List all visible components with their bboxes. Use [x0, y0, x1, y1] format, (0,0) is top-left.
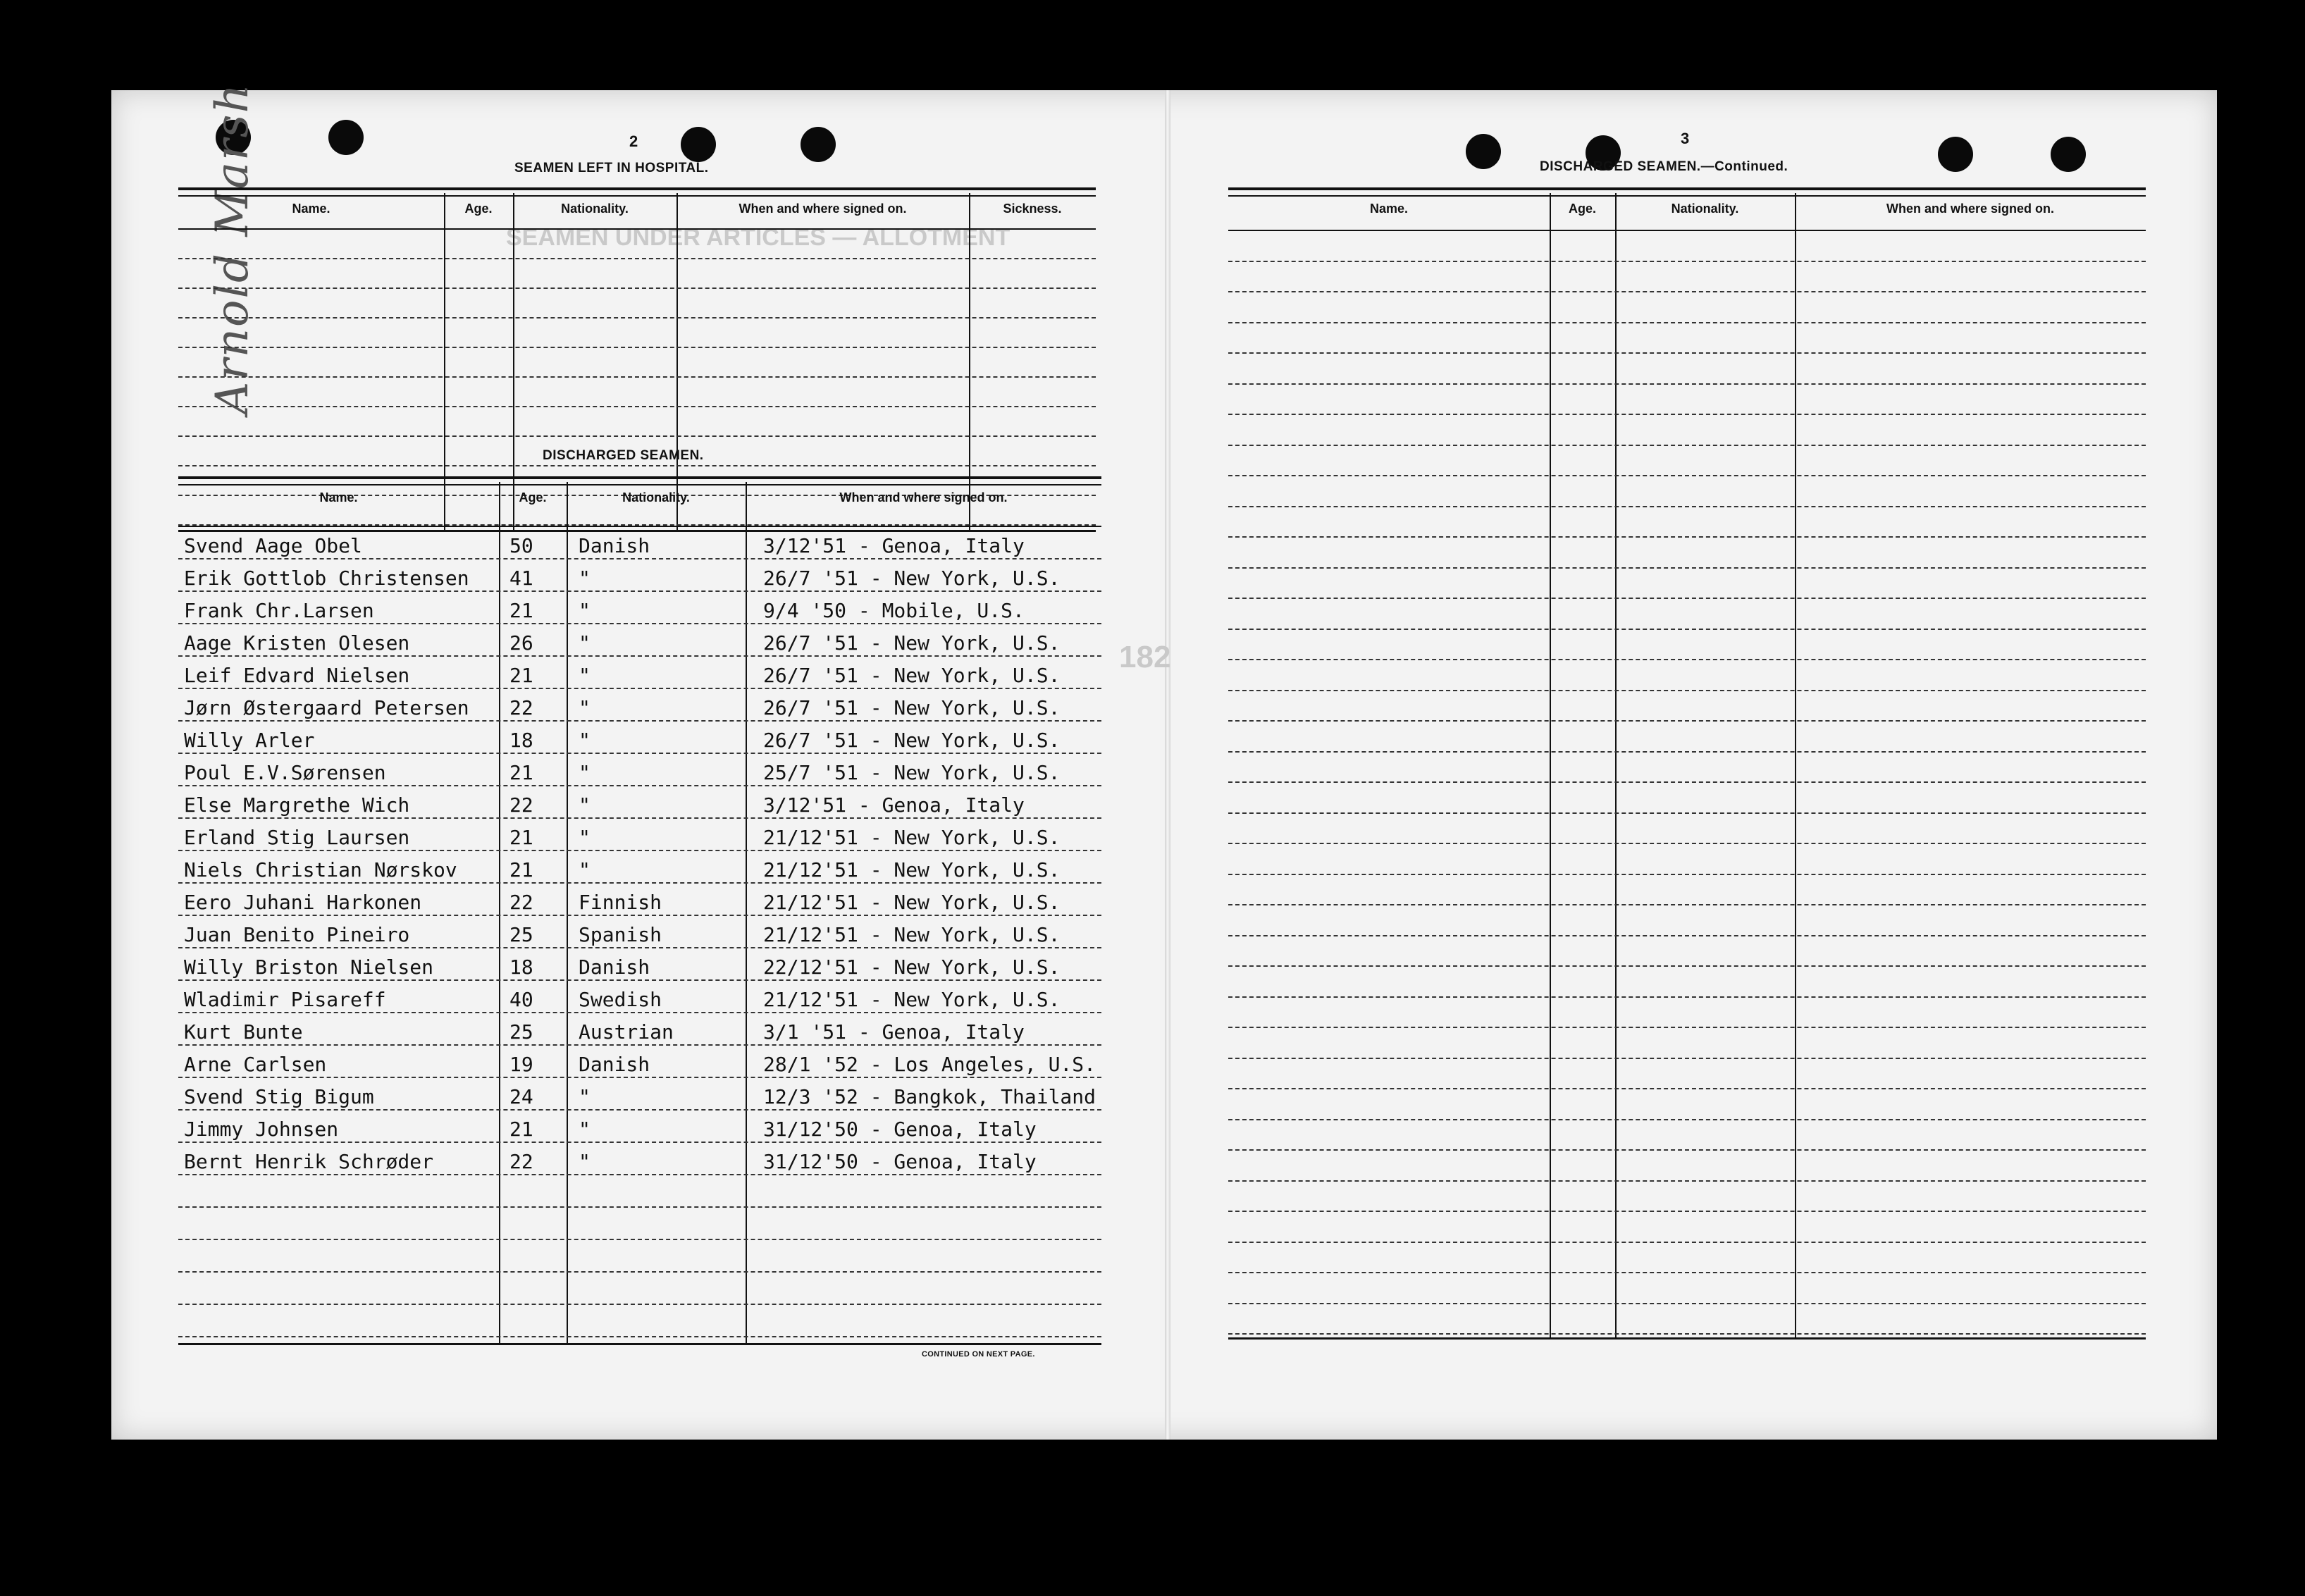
cell-name: Willy Arler: [184, 729, 315, 752]
table-row: [178, 318, 1096, 348]
table-row: [1228, 323, 2146, 354]
cell-name: Aage Kristen Olesen: [184, 631, 410, 655]
cell-age: 21: [509, 664, 533, 687]
col-header-name: Name.: [1369, 202, 1409, 216]
table-row: [178, 1013, 1101, 1046]
punch-hole: [328, 120, 364, 155]
punch-hole: [681, 127, 716, 162]
cell-name: Frank Chr.Larsen: [184, 599, 374, 622]
col-header-when-where: When and where signed on.: [839, 490, 1008, 505]
table-row: [178, 1111, 1101, 1143]
cell-name: Else Margrethe Wich: [184, 793, 410, 817]
table-row: [1228, 1120, 2146, 1151]
table-row: [178, 884, 1101, 916]
cell-age: 41: [509, 567, 533, 590]
table-row: [1228, 231, 2146, 262]
cell-signed-on: 3/12'51 - Genoa, Italy: [763, 534, 1025, 557]
table-row: [1228, 1182, 2146, 1213]
table-row: [1228, 1151, 2146, 1182]
continued-section-title: DISCHARGED SEAMEN.—Continued.: [1540, 159, 1788, 174]
cell-name: Erland Stig Laursen: [184, 826, 410, 849]
cell-nationality: ": [579, 1085, 591, 1108]
cell-signed-on: 21/12'51 - New York, U.S.: [763, 923, 1061, 946]
cell-age: 18: [509, 955, 533, 979]
table-row: [178, 657, 1101, 689]
table-row: [178, 819, 1101, 851]
cell-nationality: Swedish: [579, 988, 662, 1011]
cell-nationality: ": [579, 729, 591, 752]
cell-signed-on: 26/7 '51 - New York, U.S.: [763, 567, 1061, 590]
cell-age: 24: [509, 1085, 533, 1108]
cell-age: 22: [509, 1150, 533, 1173]
cell-nationality: ": [579, 664, 591, 687]
cell-name: Leif Edvard Nielsen: [184, 664, 410, 687]
table-row: [178, 916, 1101, 948]
cell-age: 18: [509, 729, 533, 752]
cell-signed-on: 21/12'51 - New York, U.S.: [763, 988, 1061, 1011]
cell-name: Svend Stig Bigum: [184, 1085, 374, 1108]
col-header-when-where: When and where signed on.: [739, 202, 907, 216]
table-row: [1228, 507, 2146, 538]
col-header-age: Age.: [1568, 202, 1596, 216]
cell-name: Eero Juhani Harkonen: [184, 891, 422, 914]
table-row: [1228, 630, 2146, 661]
table-row: [178, 851, 1101, 884]
cell-signed-on: 26/7 '51 - New York, U.S.: [763, 664, 1061, 687]
col-header-name: Name.: [292, 202, 330, 216]
cell-name: Niels Christian Nørskov: [184, 858, 457, 881]
manifest-sheet: [111, 82, 2217, 1440]
cell-age: 25: [509, 923, 533, 946]
cell-signed-on: 21/12'51 - New York, U.S.: [763, 891, 1061, 914]
cell-nationality: ": [579, 858, 591, 881]
table-row: [178, 1305, 1101, 1337]
cell-age: 21: [509, 599, 533, 622]
table-row: [1228, 569, 2146, 600]
cell-age: 40: [509, 988, 533, 1011]
page-number-left: 2: [629, 132, 638, 150]
cell-nationality: ": [579, 567, 591, 590]
bleed-through: 182: [1119, 640, 1171, 674]
table-row: [178, 230, 1096, 259]
cell-name: Kurt Bunte: [184, 1020, 303, 1044]
cell-signed-on: 25/7 '51 - New York, U.S.: [763, 761, 1061, 784]
table-row: [178, 348, 1096, 378]
discharged-table: [178, 476, 1101, 1347]
table-row: [178, 289, 1096, 318]
table-row: [178, 689, 1101, 722]
cell-nationality: Danish: [579, 534, 650, 557]
page-fold: [1165, 90, 1170, 1440]
cell-name: Willy Briston Nielsen: [184, 955, 434, 979]
table-row: [1228, 844, 2146, 875]
table-row: [1228, 1304, 2146, 1335]
table-row: [1228, 292, 2146, 323]
cell-nationality: ": [579, 826, 591, 849]
punch-hole: [2051, 137, 2086, 172]
continued-footer: CONTINUED ON NEXT PAGE.: [922, 1350, 1035, 1359]
cell-nationality: Danish: [579, 1053, 650, 1076]
cell-name: Erik Gottlob Christensen: [184, 567, 469, 590]
punch-hole: [1466, 134, 1501, 169]
discharged-continued-table: [1228, 187, 2146, 1343]
cell-name: Jørn Østergaard Petersen: [184, 696, 469, 719]
cell-signed-on: 31/12'50 - Genoa, Italy: [763, 1150, 1037, 1173]
table-row: [1228, 1028, 2146, 1059]
col-header-age: Age.: [464, 202, 493, 216]
table-row: [178, 1175, 1101, 1208]
col-header-nationality: Nationality.: [1671, 202, 1739, 216]
cell-age: 21: [509, 761, 533, 784]
cell-nationality: Finnish: [579, 891, 662, 914]
table-row: [1228, 446, 2146, 477]
cell-signed-on: 22/12'51 - New York, U.S.: [763, 955, 1061, 979]
cell-name: Juan Benito Pineiro: [184, 923, 410, 946]
table-row: [1228, 783, 2146, 814]
table-row: [178, 527, 1101, 559]
discharged-rows: [178, 527, 1101, 1337]
col-header-when-where: When and where signed on.: [1886, 202, 2055, 216]
cell-nationality: Austrian: [579, 1020, 674, 1044]
table-row: [178, 559, 1101, 592]
col-header-age: Age.: [519, 490, 547, 505]
cell-name: Bernt Henrik Schrøder: [184, 1150, 434, 1173]
cell-signed-on: 21/12'51 - New York, U.S.: [763, 826, 1061, 849]
table-row: [178, 259, 1096, 289]
cell-signed-on: 26/7 '51 - New York, U.S.: [763, 729, 1061, 752]
table-row: [1228, 262, 2146, 293]
cell-signed-on: 21/12'51 - New York, U.S.: [763, 858, 1061, 881]
table-row: [1228, 1273, 2146, 1304]
page-number-right: 3: [1681, 130, 1690, 147]
cell-signed-on: 9/4 '50 - Mobile, U.S.: [763, 599, 1025, 622]
table-row: [1228, 691, 2146, 722]
handwritten-signature: Arnold Marsh: [206, 82, 259, 414]
continued-rows: [1228, 231, 2146, 1335]
table-row: [1228, 1243, 2146, 1274]
cell-nationality: ": [579, 599, 591, 622]
table-row: [1228, 722, 2146, 753]
table-row: [1228, 936, 2146, 967]
cell-age: 22: [509, 793, 533, 817]
table-row: [1228, 476, 2146, 507]
table-row: [178, 592, 1101, 624]
cell-signed-on: 31/12'50 - Genoa, Italy: [763, 1118, 1037, 1141]
cell-name: Arne Carlsen: [184, 1053, 327, 1076]
cell-name: Poul E.V.Sørensen: [184, 761, 386, 784]
cell-signed-on: 28/1 '52 - Los Angeles, U.S.: [763, 1053, 1096, 1076]
cell-age: 25: [509, 1020, 533, 1044]
table-row: [1228, 753, 2146, 784]
cell-age: 26: [509, 631, 533, 655]
table-row: [178, 378, 1096, 407]
cell-signed-on: 12/3 '52 - Bangkok, Thailand: [763, 1085, 1096, 1108]
table-row: [178, 754, 1101, 786]
table-row: [178, 1143, 1101, 1175]
table-row: [1228, 875, 2146, 906]
table-row: [178, 722, 1101, 754]
cell-age: 21: [509, 1118, 533, 1141]
table-row: [178, 1208, 1101, 1240]
cell-age: 22: [509, 696, 533, 719]
cell-nationality: Danish: [579, 955, 650, 979]
discharged-section-title: DISCHARGED SEAMEN.: [543, 448, 704, 463]
cell-signed-on: 3/12'51 - Genoa, Italy: [763, 793, 1025, 817]
cell-age: 50: [509, 534, 533, 557]
bleed-through: SEAMEN UNDER ARTICLES — ALLOTMENT: [506, 224, 1011, 251]
cell-name: Svend Aage Obel: [184, 534, 362, 557]
table-row: [178, 948, 1101, 981]
punch-hole: [1938, 137, 1973, 172]
cell-nationality: ": [579, 631, 591, 655]
table-row: [1228, 1212, 2146, 1243]
table-row: [1228, 967, 2146, 998]
hospital-section-title: SEAMEN LEFT IN HOSPITAL.: [514, 161, 709, 175]
cell-nationality: ": [579, 696, 591, 719]
table-row: [178, 1273, 1101, 1305]
cell-signed-on: 26/7 '51 - New York, U.S.: [763, 696, 1061, 719]
punch-hole: [801, 127, 836, 162]
cell-nationality: ": [579, 1118, 591, 1141]
cell-age: 21: [509, 826, 533, 849]
table-row: [1228, 599, 2146, 630]
table-row: [1228, 385, 2146, 416]
col-header-sickness: Sickness.: [1003, 202, 1062, 216]
cell-name: Wladimir Pisareff: [184, 988, 386, 1011]
cell-signed-on: 3/1 '51 - Genoa, Italy: [763, 1020, 1025, 1044]
table-row: [178, 981, 1101, 1013]
table-row: [178, 1078, 1101, 1111]
table-row: [1228, 998, 2146, 1029]
cell-age: 19: [509, 1053, 533, 1076]
table-row: [1228, 1059, 2146, 1090]
col-header-nationality: Nationality.: [561, 202, 629, 216]
col-header-name: Name.: [319, 490, 358, 505]
col-header-nationality: Nationality.: [622, 490, 690, 505]
cell-name: Jimmy Johnsen: [184, 1118, 339, 1141]
cell-nationality: ": [579, 793, 591, 817]
cell-age: 21: [509, 858, 533, 881]
table-row: [178, 407, 1096, 437]
table-row: [178, 624, 1101, 657]
table-row: [1228, 1089, 2146, 1120]
table-row: [1228, 660, 2146, 691]
table-row: [1228, 905, 2146, 936]
cell-age: 22: [509, 891, 533, 914]
table-row: [1228, 415, 2146, 446]
table-row: [178, 1240, 1101, 1273]
table-row: [1228, 538, 2146, 569]
cell-nationality: ": [579, 761, 591, 784]
table-row: [1228, 354, 2146, 385]
cell-signed-on: 26/7 '51 - New York, U.S.: [763, 631, 1061, 655]
cell-nationality: Spanish: [579, 923, 662, 946]
table-row: [178, 786, 1101, 819]
cell-nationality: ": [579, 1150, 591, 1173]
table-row: [1228, 814, 2146, 845]
table-row: [178, 1046, 1101, 1078]
